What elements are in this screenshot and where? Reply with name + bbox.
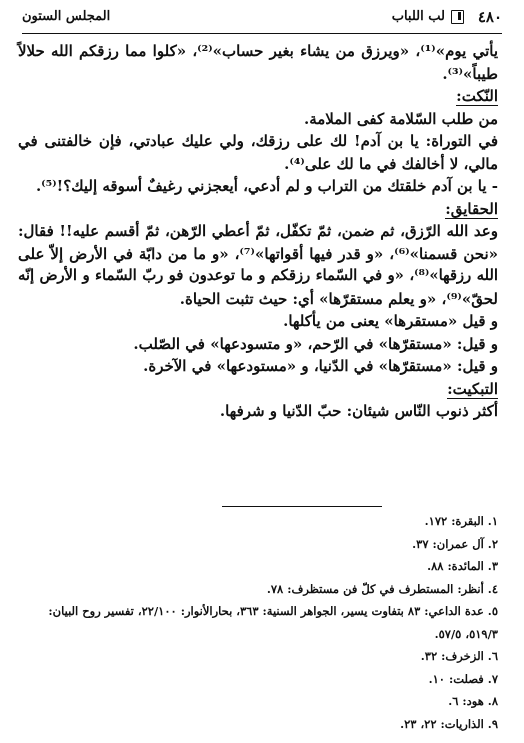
header-rule [22,33,502,34]
page-number: ٤٨٠ [477,8,502,26]
section-heading: الحقايق: [445,199,498,218]
footnote-rule [222,506,382,507]
section-heading-line [18,85,498,108]
text-line: و قيل «مستقرها» يعنى من يأكلها. [283,312,498,330]
chapter-title: المجلس الستون [22,9,111,24]
text-line: - يا بن آدم خلقتك من التراب و لم أدعي، أيعجزني رغيفٌ أسوقه إليك؟!⁽⁵⁾. [35,177,498,195]
footnote: ٤. أنظر: المستطرف في كلّ فن مستظرف: ٧٨. [266,581,498,596]
text-line: و قيل: «مستقرّها» في الرّحم، «و متسودعها» في الصّلب. [133,334,498,353]
page-header [22,8,502,30]
footnote: ٨. هود: ٦. [448,694,498,708]
section-heading: التبكيت: [447,379,498,398]
footnote: ٥١٩/٣، ٥٧/٥. [434,626,498,641]
text-line: أكثر ذنوب النّاس شيئان: حبّ الدّنيا و شرفها. [219,402,498,420]
book-title: لب اللباب [391,9,445,24]
footnote: ٣. المائدة: ٨٨. [427,559,498,573]
text-line: من طلب السّلامة كفى الملامة. [303,109,498,128]
text-line: يأتي يوم»⁽¹⁾، «ويرزق من يشاء بغير حساب»⁽²⁾، «كلوا مما رزقكم الله حلالاً [18,42,499,60]
book-icon [451,10,464,24]
footnote: ٢. آل عمران: ٣٧. [412,536,498,551]
text-line: الله رزقها»⁽⁸⁾، «و في السّماء رزقكم و ما توعدون فو ربّ السّماء و الأرض إنّه [18,267,498,284]
page-body [18,40,498,423]
text-line: «نحن قسمنا»⁽⁶⁾، «و قدر فيها أقواتها»⁽⁷⁾، «و ما من دابّة في الأرض إلاّ على [18,244,498,263]
footnote: ٦. الزخرف: ٣٢. [420,649,498,663]
footnote: ٩. الذاريات: ٢٢، ٢٣. [400,716,498,731]
book-title-group [392,9,464,24]
text-line: و قيل: «مستقرّها» في الدّنيا، و «مستودعها» في الآخرة. [143,357,498,375]
text-line: طيباً»⁽³⁾. [442,64,498,83]
footnote: ٧. فصلت: ١٠. [428,671,498,686]
text-line: في التوراة: يا بن آدم! لك على رزقك، ولي عليك عبادتي، فإن خالفتنى في [18,132,498,150]
section-heading-line [18,198,498,221]
text-line: مالي، لا أخالفك في ما لك على⁽⁴⁾. [284,154,498,173]
text-line: لحقّ»⁽⁹⁾، «و يعلم مستقرّها» أي: حيث تثبت الحياة. [179,289,498,308]
footnote: ١. البقرة: ١٧٢. [424,514,498,528]
section-heading: النّكت: [456,87,498,105]
footnotes [10,510,498,735]
text-line: وعد الله الرّزق، ثم ضمن، ثمّ تكفّل، ثمّ أعطي الرّهن، ثمّ أقسم عليه!! فقال: [18,222,498,240]
footnote: ٥. عدة الداعي: ٨٣ بتفاوت يسير، الجواهر السنية: ٣٦٣، بحارالأنوار: ٢٢/١٠٠، تفسير روح البيان: [48,604,498,618]
section-heading-line [18,378,498,401]
